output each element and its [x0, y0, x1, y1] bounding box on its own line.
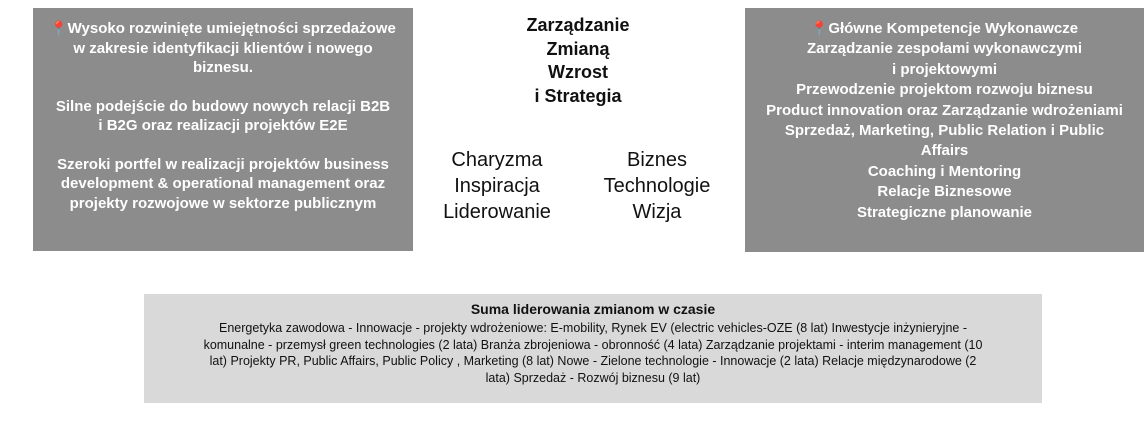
- center-left-item-3: Liderowanie: [443, 201, 551, 223]
- right-competencies-panel: [745, 8, 1144, 252]
- left-para-2-line-1: Silne podejście do budowy nowych relacji B2B: [55, 97, 391, 115]
- center-title-line-4: i Strategia: [534, 85, 622, 106]
- bottom-line-4: lata) Sprzedaż - Rozwój biznesu (9 lat): [485, 370, 701, 385]
- map-pin-icon: 📍: [810, 20, 829, 36]
- right-line-3: i projektowymi: [891, 60, 998, 78]
- right-line-4: Przewodzenie projektom rozwoju biznesu: [796, 81, 1093, 99]
- right-line-10: Strategiczne planowanie: [856, 203, 1033, 221]
- center-title-line-1: Zarządzanie: [526, 15, 630, 35]
- left-para-1-line-1-text: Wysoko rozwinięte umiejętności sprzedażowe: [67, 20, 396, 37]
- center-left-item-1: Charyzma: [451, 149, 543, 171]
- bottom-line-1: Energetyka zawodowa - Innowacje - projekty wdrożeniowe: E-mobility, Rynek EV (electric vehicles-OZE (8 lat) Inwestycje inżynieryjne -: [219, 321, 967, 335]
- center-right-column: [592, 147, 722, 225]
- center-right-item-3: Wizja: [632, 201, 682, 223]
- left-para-1: [33, 19, 413, 78]
- bottom-summary-panel: [144, 294, 1042, 403]
- right-line-9: Relacje Biznesowe: [877, 183, 1012, 201]
- left-para-3-line-2: development & operational management oraz: [60, 175, 386, 192]
- bottom-summary-title: Suma liderowania zmianom w czasie: [470, 301, 716, 317]
- center-left-item-2: Inspiracja: [454, 175, 540, 197]
- left-para-3-line-3: projekty rozwojowe w sektorze publicznym: [69, 194, 377, 212]
- center-right-item-2: Technologie: [603, 175, 711, 197]
- center-left-column: [432, 147, 562, 225]
- center-title-line-2: Zmianą: [546, 38, 610, 59]
- right-line-6: Sprzedaż, Marketing, Public Relation i Public: [784, 122, 1105, 140]
- center-title-line-3: Wzrost: [548, 62, 608, 82]
- left-para-1-line-1: [33, 19, 413, 39]
- left-para-1-line-2: w zakresie identyfikacji klientów i nowego: [73, 39, 373, 57]
- left-para-2: [33, 97, 413, 136]
- left-para-2-line-2: i B2G oraz realizacji projektów E2E: [98, 117, 348, 134]
- bottom-line-3: lat) Projekty PR, Public Affairs, Public Policy , Marketing (8 lat) Nowe - Zielone technologie - Innowacje (2 lata) Relacje międzynarodowe (2: [209, 354, 977, 368]
- center-title: [478, 14, 678, 108]
- right-line-1-text: Główne Kompetencje Wykonawcze: [828, 20, 1079, 37]
- center-right-item-1: Biznes: [626, 149, 688, 171]
- left-para-1-line-3: biznesu.: [192, 59, 253, 76]
- map-pin-icon: 📍: [50, 20, 68, 36]
- bottom-summary-text: [152, 320, 1034, 386]
- right-line-2: Zarządzanie zespołami wykonawczymi: [806, 40, 1083, 58]
- left-para-3-line-1: Szeroki portfel w realizacji projektów business: [57, 155, 389, 173]
- left-skills-panel: [33, 8, 413, 251]
- right-line-1: [745, 18, 1144, 39]
- right-line-7: Affairs: [920, 142, 969, 160]
- bottom-line-2: komunalne - przemysł green technologies (2 lata) Branża zbrojeniowa - obronność (4 lata) Zarządzanie projektami - interim management (10: [203, 337, 983, 352]
- right-line-5: Product innovation oraz Zarządzanie wdrożeniami: [766, 101, 1123, 119]
- left-para-3: [33, 155, 413, 214]
- right-line-8: Coaching i Mentoring: [867, 162, 1022, 180]
